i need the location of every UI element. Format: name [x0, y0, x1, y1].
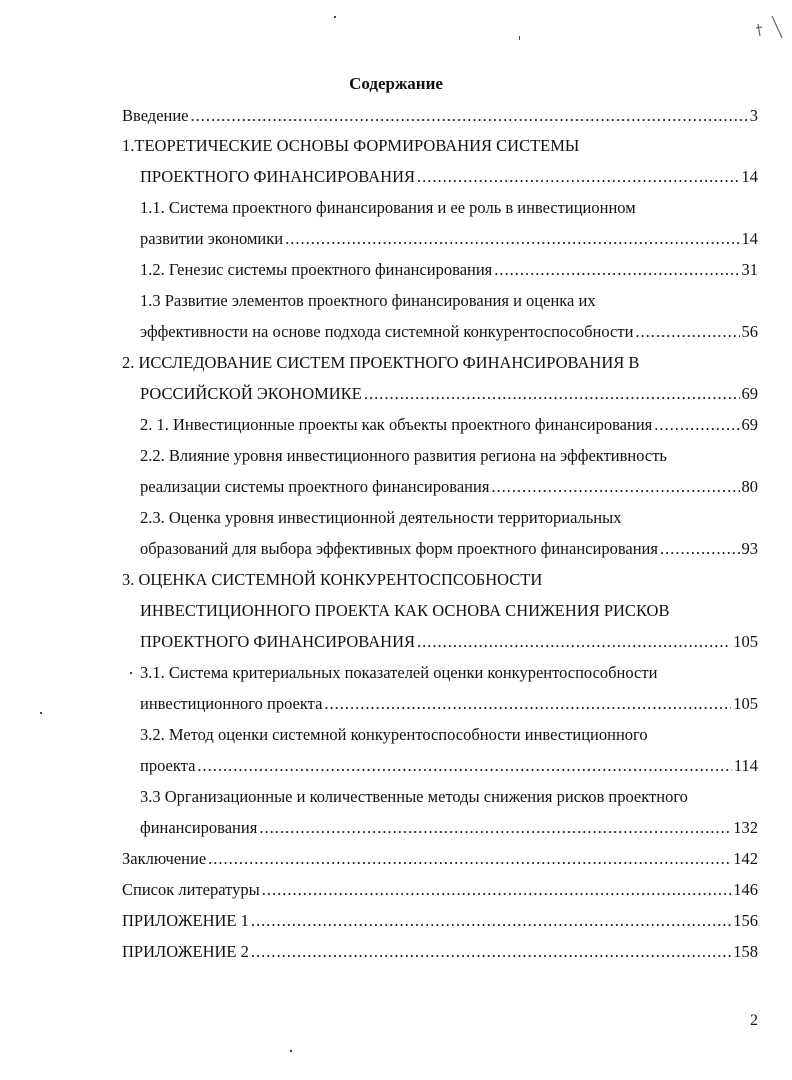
toc-chapter-1-heading-cont — [140, 165, 758, 189]
toc-entry-text: образований для выбора эффективных форм проектного финансирования — [140, 539, 658, 558]
toc-leader-dots — [262, 878, 732, 902]
toc-entry-text: ПРИЛОЖЕНИЕ 2 — [122, 942, 249, 961]
toc-section-1-2 — [140, 258, 758, 282]
toc-entry-conclusion — [122, 847, 758, 871]
scan-speck — [40, 712, 42, 714]
toc-leader-dots — [635, 320, 739, 344]
toc-entry-page: 93 — [741, 539, 758, 558]
toc-entry-text: Введение — [122, 106, 189, 125]
toc-entry-text: 1.1. Система проектного финансирования и ее роль в инвестиционном — [140, 198, 636, 217]
toc-leader-dots — [259, 816, 731, 840]
toc-entry-introduction — [122, 104, 758, 128]
scan-speck — [290, 1050, 292, 1052]
toc-section-1-1-cont — [140, 227, 758, 251]
toc-section-2-3 — [140, 506, 621, 530]
toc-entry-page: 31 — [741, 260, 758, 279]
toc-section-3-2-cont — [140, 754, 758, 778]
toc-section-3-3 — [140, 785, 688, 809]
toc-section-1-1 — [140, 196, 636, 220]
toc-entry-page: 14 — [741, 167, 758, 186]
toc-chapter-2-heading-cont — [140, 382, 758, 406]
toc-leader-dots — [660, 537, 740, 561]
toc-section-2-2-cont — [140, 475, 758, 499]
toc-leader-dots — [191, 104, 748, 128]
toc-entry-text: Заключение — [122, 849, 207, 868]
toc-entry-page: 69 — [741, 415, 758, 434]
toc-section-3-3-cont — [140, 816, 758, 840]
toc-entry-text: проекта — [140, 756, 196, 775]
toc-entry-text: реализации системы проектного финансирования — [140, 477, 490, 496]
toc-entry-text: 2. ИССЛЕДОВАНИЕ СИСТЕМ ПРОЕКТНОГО ФИНАНСИРОВАНИЯ В — [122, 353, 640, 372]
page-number: 2 — [750, 1012, 758, 1029]
toc-entry-text: финансирования — [140, 818, 258, 837]
toc-section-2-1 — [140, 413, 758, 437]
toc-leader-dots — [364, 382, 740, 406]
toc-leader-dots — [324, 692, 731, 716]
toc-entry-page: 142 — [733, 849, 758, 868]
toc-entry-page: 146 — [733, 880, 758, 899]
toc-entry-page: 105 — [733, 632, 758, 651]
toc-entry-text: 1.3 Развитие элементов проектного финансирования и оценка их — [140, 291, 596, 310]
toc-entry-page: 80 — [741, 477, 758, 496]
toc-entry-page: 56 — [741, 322, 758, 341]
toc-entry-text: 2. 1. Инвестиционные проекты как объекты проектного финансирования — [140, 415, 653, 434]
toc-entry-bibliography — [122, 878, 758, 902]
page-title: Содержание — [349, 74, 443, 93]
toc-leader-dots — [208, 847, 731, 871]
toc-entry-page: 158 — [733, 942, 758, 961]
toc-leader-dots — [654, 413, 739, 437]
toc-entry-page: 14 — [741, 229, 758, 248]
toc-entry-text: 1.ТЕОРЕТИЧЕСКИЕ ОСНОВЫ ФОРМИРОВАНИЯ СИСТЕМЫ — [122, 136, 580, 155]
toc-chapter-3-heading-cont — [140, 599, 669, 623]
toc-entry-appendix-2 — [122, 940, 758, 964]
toc-leader-dots — [417, 630, 731, 654]
toc-entry-page: 105 — [733, 694, 758, 713]
toc-entry-page: 156 — [733, 911, 758, 930]
toc-leader-dots — [285, 227, 739, 251]
toc-section-1-3 — [140, 289, 596, 313]
toc-entry-page: 69 — [741, 384, 758, 403]
toc-entry-text: 2.3. Оценка уровня инвестиционной деятельности территориальных — [140, 508, 622, 527]
toc-leader-dots — [197, 754, 731, 778]
toc-section-1-3-cont — [140, 320, 758, 344]
toc-section-3-2 — [140, 723, 648, 747]
toc-section-2-3-cont — [140, 537, 758, 561]
toc-entry-text: эффективности на основе подхода системной конкурентоспособности — [140, 322, 634, 341]
toc-entry-text: РОССИЙСКОЙ ЭКОНОМИКЕ — [140, 384, 362, 403]
scan-speck — [130, 672, 132, 674]
toc-entry-appendix-1 — [122, 909, 758, 933]
toc-leader-dots — [491, 475, 739, 499]
toc-entry-text: ИНВЕСТИЦИОННОГО ПРОЕКТА КАК ОСНОВА СНИЖЕНИЯ РИСКОВ — [140, 601, 670, 620]
scan-speck — [519, 36, 520, 40]
toc-leader-dots — [417, 165, 739, 189]
toc-section-2-2 — [140, 444, 667, 468]
toc-chapter-1-heading — [122, 134, 579, 158]
toc-chapter-3-heading-cont2 — [140, 630, 758, 654]
toc-entry-text: 3.3 Организационные и количественные методы снижения рисков проектного — [140, 787, 688, 806]
toc-entry-page: 114 — [733, 756, 758, 775]
toc-leader-dots — [494, 258, 739, 282]
toc-entry-text: ПРИЛОЖЕНИЕ 1 — [122, 911, 249, 930]
toc-entry-text: 1.2. Генезис системы проектного финансирования — [140, 260, 493, 279]
toc-entry-text: ПРОЕКТНОГО ФИНАНСИРОВАНИЯ — [140, 632, 416, 651]
toc-entry-page: 3 — [749, 106, 758, 125]
scan-speck — [334, 16, 336, 18]
toc-entry-page: 132 — [733, 818, 758, 837]
toc-leader-dots — [251, 940, 731, 964]
toc-section-3-1 — [140, 661, 657, 685]
toc-chapter-2-heading — [122, 351, 639, 375]
toc-entry-text: 3. ОЦЕНКА СИСТЕМНОЙ КОНКУРЕНТОСПСОБНОСТИ — [122, 570, 543, 589]
toc-entry-text: 3.2. Метод оценки системной конкурентоспособности инвестиционного — [140, 725, 648, 744]
toc-entry-text: развитии экономики — [140, 229, 284, 248]
toc-section-3-1-cont — [140, 692, 758, 716]
toc-entry-text: ПРОЕКТНОГО ФИНАНСИРОВАНИЯ — [140, 167, 416, 186]
toc-entry-text: Список литературы — [122, 880, 260, 899]
corner-pen-marks — [748, 10, 790, 44]
toc-leader-dots — [251, 909, 731, 933]
toc-entry-text: инвестиционного проекта — [140, 694, 323, 713]
toc-entry-text: 3.1. Система критериальных показателей оценки конкурентоспособности — [140, 663, 658, 682]
toc-entry-text: 2.2. Влияние уровня инвестиционного развития региона на эффективность — [140, 446, 667, 465]
toc-chapter-3-heading — [122, 568, 542, 592]
